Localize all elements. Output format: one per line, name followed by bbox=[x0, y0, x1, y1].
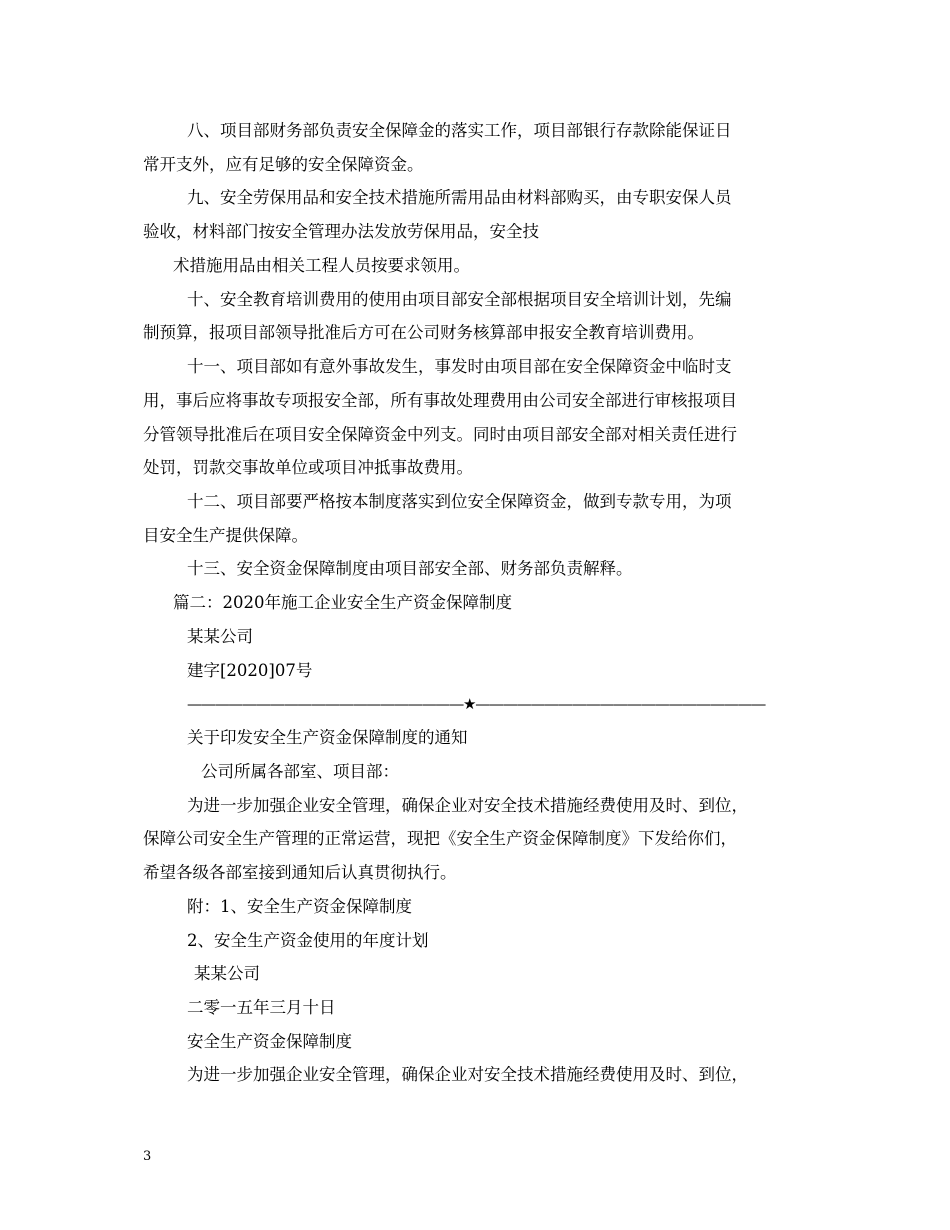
text-line: 希望各级各部室接到通知后认真贯彻执行。 bbox=[143, 863, 457, 882]
text-line: 处罚，罚款交事故单位或项目冲抵事故费用。 bbox=[143, 458, 473, 477]
star-divider: ————————————————————★————————————————————— bbox=[187, 695, 766, 713]
text-line: 用，事后应将事故专项报安全部，所有事故处理费用由公司安全部进行审核报项目 bbox=[143, 391, 737, 410]
text-line: 保障公司安全生产管理的正常运营，现把《安全生产资金保障制度》下发给你们， bbox=[143, 829, 737, 848]
document-number: 建字[2020]07号 bbox=[187, 661, 313, 680]
attachment-item: 2、安全生产资金使用的年度计划 bbox=[187, 931, 429, 950]
attachment-item: 附：1、安全生产资金保障制度 bbox=[187, 897, 412, 916]
signature-company: 某某公司 bbox=[194, 964, 260, 983]
text-line: 常开支外，应有足够的安全保障资金。 bbox=[143, 155, 424, 174]
text-line: 九、安全劳保用品和安全技术措施所需用品由材料部购买，由专职安保人员 bbox=[187, 188, 732, 207]
text-line: 十三、安全资金保障制度由项目部安全部、财务部负责解释。 bbox=[187, 559, 633, 578]
text-line: 十二、项目部要严格按本制度落实到位安全保障资金，做到专款专用，为项 bbox=[187, 492, 732, 511]
text-line: 为进一步加强企业安全管理，确保企业对安全技术措施经费使用及时、到位， bbox=[187, 796, 748, 815]
text-line: 为进一步加强企业安全管理，确保企业对安全技术措施经费使用及时、到位， bbox=[187, 1065, 748, 1084]
text-line: 验收，材料部门按安全管理办法发放劳保用品，安全技 bbox=[143, 222, 539, 241]
text-line: 八、项目部财务部负责安全保障金的落实工作，项目部银行存款除能保证日 bbox=[187, 121, 732, 140]
signature-date: 二零一五年三月十日 bbox=[187, 998, 336, 1017]
text-line: 十、安全教育培训费用的使用由项目部安全部根据项目安全培训计划，先编 bbox=[187, 290, 732, 309]
text-line: 制预算，报项目部领导批准后方可在公司财务核算部申报安全教育培训费用。 bbox=[143, 323, 704, 342]
text-line: 分管领导批准后在项目安全保障资金中列支。同时由项目部安全部对相关责任进行 bbox=[143, 425, 737, 444]
company-name: 某某公司 bbox=[187, 627, 253, 646]
page-number: 3 bbox=[143, 1149, 152, 1164]
text-line: 目安全生产提供保障。 bbox=[143, 526, 308, 545]
text-line: 十一、项目部如有意外事故发生，事发时由项目部在安全保障资金中临时支 bbox=[187, 357, 732, 376]
section-heading: 篇二：2020年施工企业安全生产资金保障制度 bbox=[173, 593, 512, 612]
notice-title: 关于印发安全生产资金保障制度的通知 bbox=[187, 728, 468, 747]
subsection-title: 安全生产资金保障制度 bbox=[187, 1032, 352, 1051]
text-line: 术措施用品由相关工程人员按要求领用。 bbox=[173, 256, 470, 275]
recipients: 公司所属各部室、项目部： bbox=[201, 762, 399, 781]
